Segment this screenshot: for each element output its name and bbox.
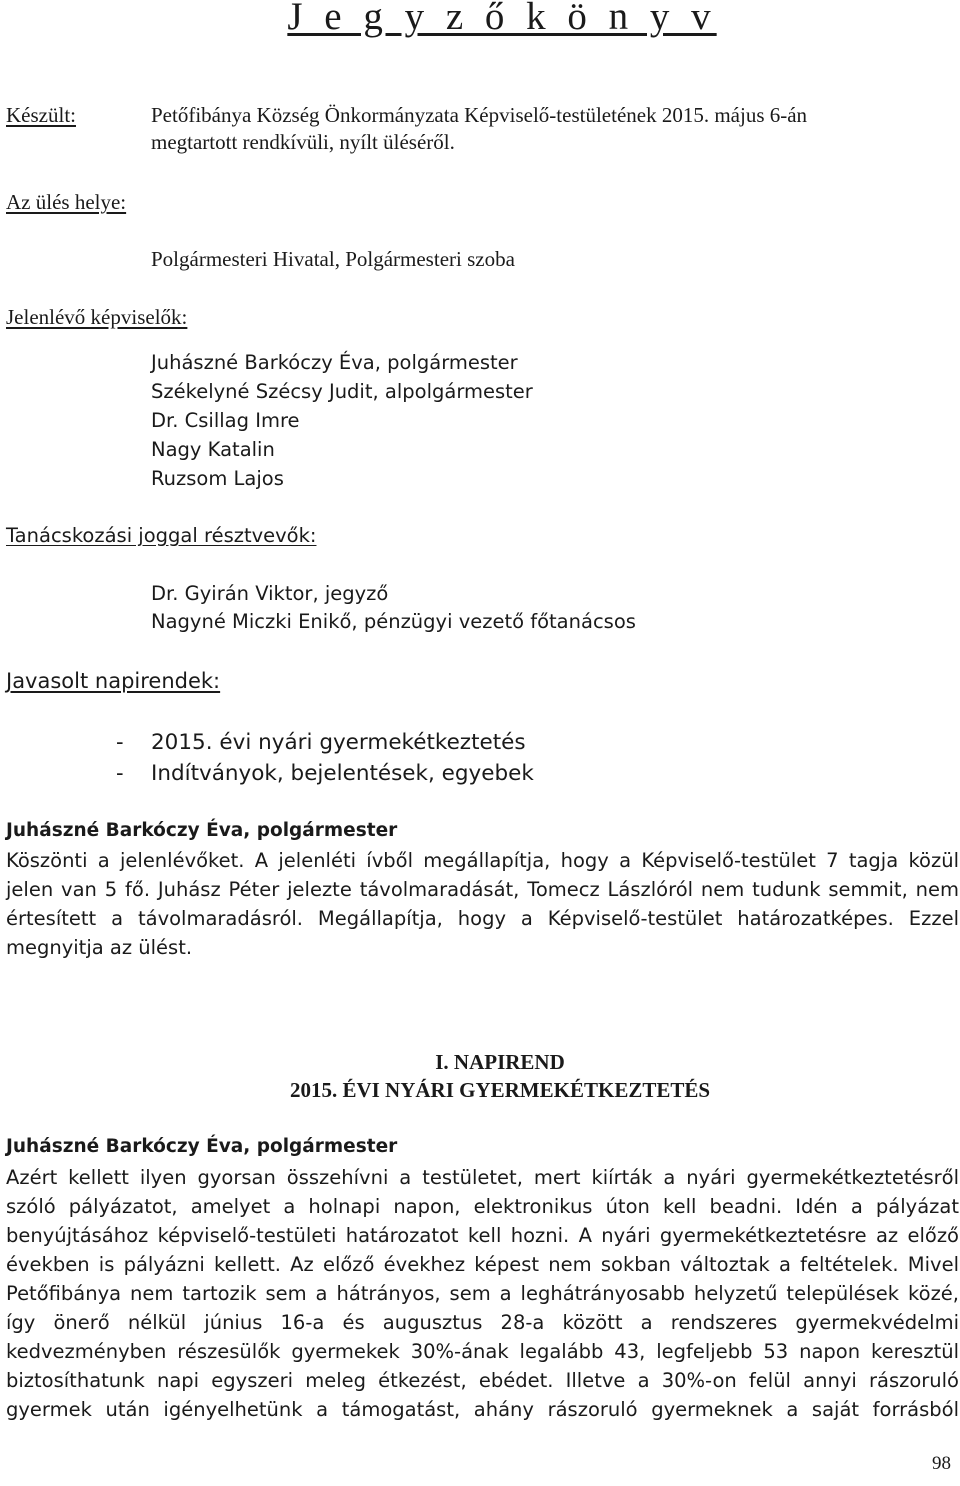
paragraph-line: gyermek után igényelhetünk a támogatást, ahány rászoruló gyermeknek a saját forrásból [6,1398,959,1421]
speaker-name: Juhászné Barkóczy Éva, polgármester [6,1136,398,1157]
keszult-label: Készült: [6,103,76,127]
paragraph-line: benyújtásához képviselő-testületi határozatot kell hozni. A nyári gyermekétkeztetésre az előző [6,1224,959,1247]
jelenlevo-member: Nagy Katalin [151,438,275,461]
tanacskozasi-member: Dr. Gyirán Viktor, jegyző [151,582,389,605]
paragraph-line: Petőfibánya nem tartozik sem a hátrányos, sem a leghátrányosabb helyzetű települések közé, [6,1282,959,1305]
tanacskozasi-member: Nagyné Miczki Enikő, pénzügyi vezető főtanácsos [151,610,636,633]
bullet-dash-icon: - [116,761,124,785]
napirendek-label: Javasolt napirendek: [6,669,221,693]
napirend-item: 2015. évi nyári gyermekétkeztetés [151,730,526,755]
napirend-item: Indítványok, bejelentések, egyebek [151,761,534,786]
page-number: 98 [932,1453,951,1474]
paragraph-opening [6,846,959,962]
napirend-heading: I. NAPIREND [435,1050,565,1074]
ules-helye-value: Polgármesteri Hivatal, Polgármesteri szoba [151,247,515,271]
paragraph-line: Azért kellett ilyen gyorsan összehívni a testületet, mert kiírták a nyári gyermekétkeztetésről [6,1166,959,1189]
paragraph-line: biztosíthatunk napi egyszeri meleg étkezést, ebédet. Illetve a 30%-on felül annyi rászoruló [6,1369,959,1392]
paragraph-line: Köszönti a jelenlévőket. A jelenléti ívből megállapítja, hogy a Képviselő-testület 7 tagja közül [6,849,959,872]
paragraph-line: években is pályázni kellett. Az előző évekhez képest nem sokban változtak a feltételek. Mivel [6,1253,959,1276]
napirend-subheading: 2015. ÉVI NYÁRI GYERMEKÉTKEZTETÉS [289,1078,711,1102]
jelenlevo-member: Székelyné Szécsy Judit, alpolgármester [151,380,533,403]
paragraph-line: így önerő nélkül június 16-a és augusztus 28-a között a rendszeres gyermekvédelmi [6,1311,959,1334]
paragraph-line: jelen van 5 fő. Juhász Péter jelezte távolmaradását, Tomecz Lászlóról nem tudunk semmit, nem [6,878,959,901]
paragraph-line: szóló pályázatot, amelyet a holnapi napon, elektronikus úton kell beadni. Idén a pályázat [6,1195,959,1218]
keszult-line-1: Petőfibánya Község Önkormányzata Képviselő-testületének 2015. május 6-án [151,103,808,127]
jelenlevo-member: Juhászné Barkóczy Éva, polgármester [151,351,518,374]
jelenlevok-label: Jelenlévő képviselők: [6,305,188,329]
paragraph-gyermeketkeztetes [6,1163,959,1424]
tanacskozasi-label: Tanácskozási joggal résztvevők: [6,524,317,547]
document-title: J e g y z ő k ö n y v [287,0,717,38]
keszult-line-2: megtartott rendkívüli, nyílt üléséről. [151,130,455,154]
speaker-name: Juhászné Barkóczy Éva, polgármester [6,820,398,841]
paragraph-line: megnyitja az ülést. [6,936,193,959]
paragraph-line: értesített a távolmaradásról. Megállapítja, hogy a Képviselő-testület határozatképes. Ezzel [6,907,959,930]
jelenlevo-member: Dr. Csillag Imre [151,409,300,432]
ules-helye-label: Az ülés helye: [6,190,127,214]
bullet-dash-icon: - [116,730,124,754]
jelenlevo-member: Ruzsom Lajos [151,467,284,490]
paragraph-line: kedvezményben részesülők gyermekek 30%-ának legalább 43, legfeljebb 53 napon keresztül [6,1340,959,1363]
